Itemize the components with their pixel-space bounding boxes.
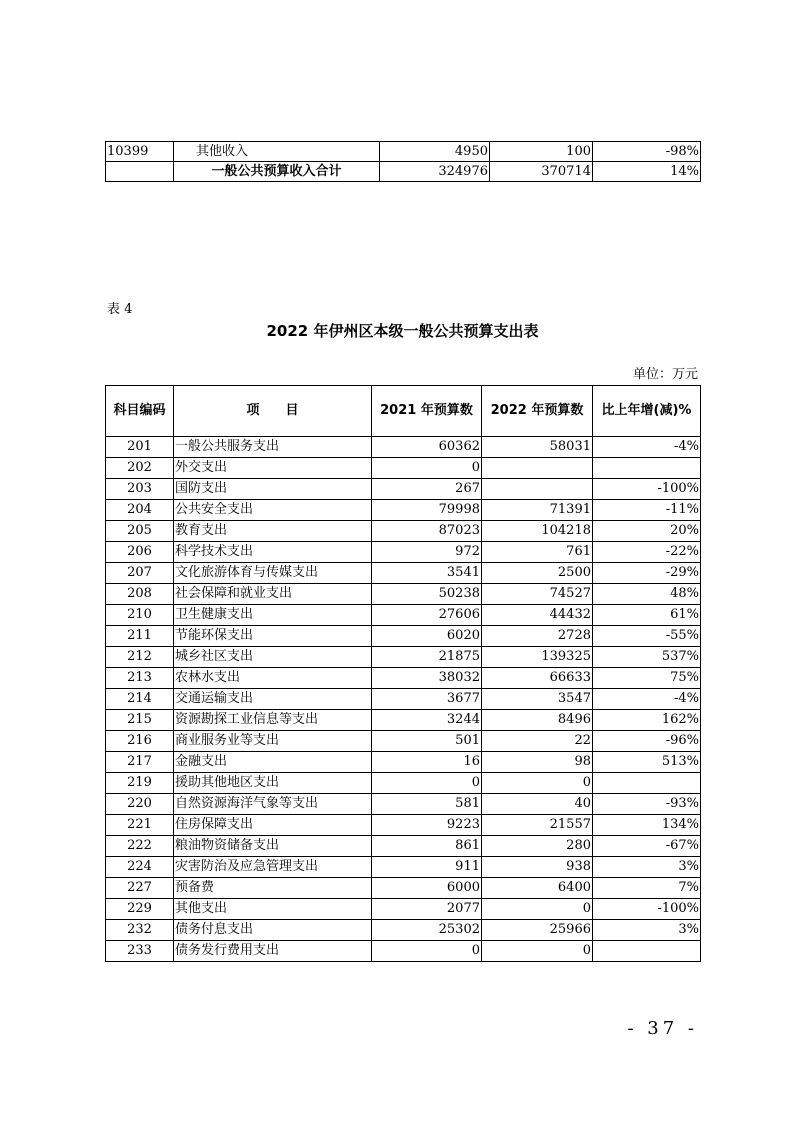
value-2022: 98: [482, 752, 593, 773]
table-row: [106, 563, 701, 584]
value-2021: 9223: [372, 815, 482, 836]
row-code: 211: [106, 626, 174, 647]
table-row: [106, 857, 701, 878]
table-row: [106, 689, 701, 710]
row-name: 公共安全支出: [174, 500, 372, 521]
row-code: 232: [106, 920, 174, 941]
value-2022: [482, 479, 593, 500]
change-percent: 513%: [593, 752, 701, 773]
row-code: 206: [106, 542, 174, 563]
change-percent: -4%: [593, 689, 701, 710]
value-2021: 87023: [372, 521, 482, 542]
value-2021: 6000: [372, 878, 482, 899]
row-name: 教育支出: [174, 521, 372, 542]
row-name: 灾害防治及应急管理支出: [174, 857, 372, 878]
row-code: 201: [106, 437, 174, 458]
value-2021: 501: [372, 731, 482, 752]
value-2022: 58031: [482, 437, 593, 458]
change-percent: 134%: [593, 815, 701, 836]
value-2022: 25966: [482, 920, 593, 941]
value-2021: 3677: [372, 689, 482, 710]
change-percent: 162%: [593, 710, 701, 731]
table-row: [106, 142, 701, 162]
row-name: 预备费: [174, 878, 372, 899]
value-2021: 2077: [372, 899, 482, 920]
value-2021: 4950: [380, 142, 490, 162]
row-name: 债务发行费用支出: [174, 941, 372, 962]
change-percent: -4%: [593, 437, 701, 458]
value-2021: 3541: [372, 563, 482, 584]
value-2021: 60362: [372, 437, 482, 458]
row-name: 交通运输支出: [174, 689, 372, 710]
row-code: 204: [106, 500, 174, 521]
table-row: [106, 773, 701, 794]
value-2022: 44432: [482, 605, 593, 626]
table-row: [106, 668, 701, 689]
table-row: [106, 647, 701, 668]
value-2022: [482, 458, 593, 479]
row-code: 224: [106, 857, 174, 878]
row-code: 203: [106, 479, 174, 500]
change-percent: 3%: [593, 857, 701, 878]
row-name: 城乡社区支出: [174, 647, 372, 668]
value-2021: 581: [372, 794, 482, 815]
row-code: 216: [106, 731, 174, 752]
value-2021: 972: [372, 542, 482, 563]
row-code: 217: [106, 752, 174, 773]
row-name: 科学技术支出: [174, 542, 372, 563]
row-name: 其他收入: [174, 142, 380, 162]
table-row: [106, 878, 701, 899]
expenditure-table: [105, 385, 701, 962]
header-2021: 2021 年预算数: [372, 386, 482, 437]
row-code: 205: [106, 521, 174, 542]
change-percent: [593, 941, 701, 962]
row-code: 210: [106, 605, 174, 626]
value-2022: 761: [482, 542, 593, 563]
value-2021: 0: [372, 458, 482, 479]
value-2021: 16: [372, 752, 482, 773]
table-row: [106, 941, 701, 962]
row-name: 金融支出: [174, 752, 372, 773]
row-code: 207: [106, 563, 174, 584]
table-row: [106, 794, 701, 815]
value-2022: 2728: [482, 626, 593, 647]
value-2022: 22: [482, 731, 593, 752]
value-2022: 139325: [482, 647, 593, 668]
value-2021: 79998: [372, 500, 482, 521]
value-2021: 861: [372, 836, 482, 857]
change-percent: -67%: [593, 836, 701, 857]
table-row: [106, 162, 701, 182]
value-2022: 71391: [482, 500, 593, 521]
table-row: [106, 731, 701, 752]
change-percent: 14%: [593, 162, 701, 182]
table-row: [106, 815, 701, 836]
row-code: 215: [106, 710, 174, 731]
row-code: 227: [106, 878, 174, 899]
table-header-row: [106, 386, 701, 437]
value-2022: 66633: [482, 668, 593, 689]
table-body: [106, 437, 701, 962]
value-2021: 25302: [372, 920, 482, 941]
change-percent: -98%: [593, 142, 701, 162]
table-label: 表 4: [107, 302, 133, 317]
row-name: 农林水支出: [174, 668, 372, 689]
value-2022: 8496: [482, 710, 593, 731]
value-2021: 324976: [380, 162, 490, 182]
row-code: 220: [106, 794, 174, 815]
row-name: 一般公共服务支出: [174, 437, 372, 458]
change-percent: [593, 773, 701, 794]
row-name: 债务付息支出: [174, 920, 372, 941]
row-code: 10399: [106, 142, 174, 162]
row-code: 208: [106, 584, 174, 605]
row-name: 外交支出: [174, 458, 372, 479]
header-code: 科目编码: [106, 386, 174, 437]
row-code: 219: [106, 773, 174, 794]
table-row: [106, 899, 701, 920]
row-name: 国防支出: [174, 479, 372, 500]
change-percent: 537%: [593, 647, 701, 668]
row-code: 213: [106, 668, 174, 689]
row-code: 229: [106, 899, 174, 920]
unit-label: 单位：万元: [632, 367, 698, 382]
revenue-summary-table: [105, 141, 701, 182]
row-code: [106, 162, 174, 182]
table-row: [106, 458, 701, 479]
row-name: 节能环保支出: [174, 626, 372, 647]
value-2022: 2500: [482, 563, 593, 584]
change-percent: 7%: [593, 878, 701, 899]
row-name: 一般公共预算收入合计: [174, 162, 380, 182]
value-2022: 40: [482, 794, 593, 815]
value-2021: 267: [372, 479, 482, 500]
value-2021: 38032: [372, 668, 482, 689]
change-percent: 3%: [593, 920, 701, 941]
row-code: 214: [106, 689, 174, 710]
change-percent: 61%: [593, 605, 701, 626]
value-2022: 100: [490, 142, 593, 162]
value-2022: 0: [482, 899, 593, 920]
value-2022: 938: [482, 857, 593, 878]
row-name: 援助其他地区支出: [174, 773, 372, 794]
value-2022: 3547: [482, 689, 593, 710]
table-row: [106, 626, 701, 647]
value-2022: 74527: [482, 584, 593, 605]
change-percent: -11%: [593, 500, 701, 521]
change-percent: 75%: [593, 668, 701, 689]
value-2021: 27606: [372, 605, 482, 626]
table-row: [106, 836, 701, 857]
value-2022: 104218: [482, 521, 593, 542]
table-row: [106, 710, 701, 731]
row-code: 222: [106, 836, 174, 857]
value-2021: 3244: [372, 710, 482, 731]
value-2021: 0: [372, 773, 482, 794]
row-code: 202: [106, 458, 174, 479]
table-row: [106, 752, 701, 773]
row-code: 221: [106, 815, 174, 836]
table-row: [106, 437, 701, 458]
value-2021: 21875: [372, 647, 482, 668]
change-percent: -96%: [593, 731, 701, 752]
value-2022: 280: [482, 836, 593, 857]
row-name: 社会保障和就业支出: [174, 584, 372, 605]
change-percent: 48%: [593, 584, 701, 605]
change-percent: -55%: [593, 626, 701, 647]
table-row: [106, 521, 701, 542]
value-2021: 0: [372, 941, 482, 962]
row-name: 卫生健康支出: [174, 605, 372, 626]
change-percent: -100%: [593, 899, 701, 920]
value-2021: 50238: [372, 584, 482, 605]
table-row: [106, 542, 701, 563]
row-name: 文化旅游体育与传媒支出: [174, 563, 372, 584]
row-code: 212: [106, 647, 174, 668]
table-row: [106, 584, 701, 605]
table-row: [106, 479, 701, 500]
value-2022: 0: [482, 941, 593, 962]
header-change: 比上年增(减)%: [593, 386, 701, 437]
row-code: 233: [106, 941, 174, 962]
value-2021: 911: [372, 857, 482, 878]
table-row: [106, 500, 701, 521]
row-name: 住房保障支出: [174, 815, 372, 836]
header-item: 项 目: [174, 386, 372, 437]
row-name: 其他支出: [174, 899, 372, 920]
value-2022: 0: [482, 773, 593, 794]
page-number: - 37 -: [627, 1018, 698, 1039]
value-2021: 6020: [372, 626, 482, 647]
table-title: 2022 年伊州区本级一般公共预算支出表: [266, 322, 539, 340]
change-percent: -100%: [593, 479, 701, 500]
value-2022: 21557: [482, 815, 593, 836]
table-row: [106, 605, 701, 626]
change-percent: -29%: [593, 563, 701, 584]
value-2022: 370714: [490, 162, 593, 182]
change-percent: -93%: [593, 794, 701, 815]
change-percent: -22%: [593, 542, 701, 563]
table-row: [106, 920, 701, 941]
header-2022: 2022 年预算数: [482, 386, 593, 437]
row-name: 粮油物资储备支出: [174, 836, 372, 857]
row-name: 资源勘探工业信息等支出: [174, 710, 372, 731]
change-percent: [593, 458, 701, 479]
row-name: 自然资源海洋气象等支出: [174, 794, 372, 815]
value-2022: 6400: [482, 878, 593, 899]
row-name: 商业服务业等支出: [174, 731, 372, 752]
change-percent: 20%: [593, 521, 701, 542]
